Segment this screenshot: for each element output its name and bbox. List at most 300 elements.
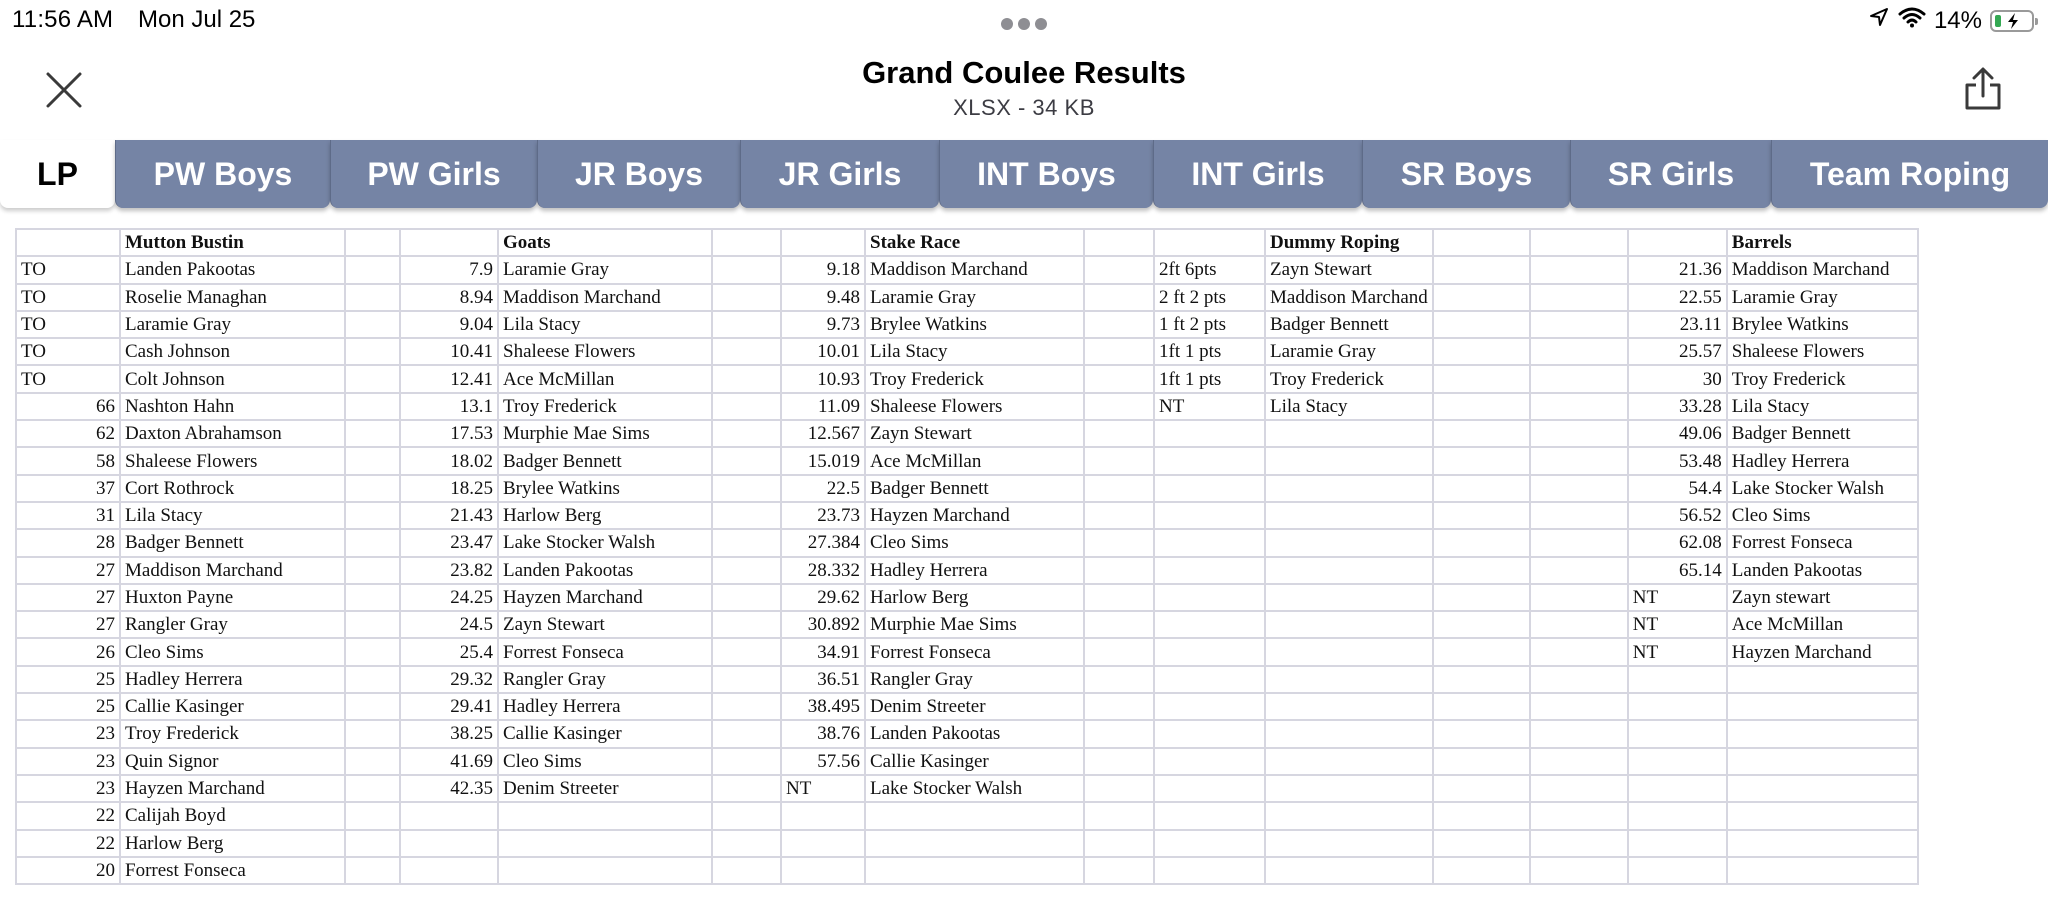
cell[interactable] [345,256,400,283]
cell[interactable] [498,857,712,884]
event-title-goats[interactable]: Goats [498,229,712,256]
result-cell[interactable]: 25 [16,666,120,693]
cell[interactable] [498,830,712,857]
cell[interactable] [1433,229,1530,256]
cell[interactable] [1628,693,1727,720]
contestant-name-cell[interactable]: Cleo Sims [120,638,345,665]
cell[interactable] [1084,475,1154,502]
contestant-name-cell[interactable]: Murphie Mae Sims [865,611,1084,638]
result-cell[interactable]: 11.09 [781,393,865,420]
result-cell[interactable]: 34.91 [781,638,865,665]
cell[interactable] [712,338,781,365]
contestant-name-cell[interactable]: Forrest Fonseca [498,638,712,665]
cell[interactable] [1530,748,1628,775]
result-cell[interactable]: 41.69 [400,748,498,775]
multitasking-dots-icon[interactable] [1001,18,1047,30]
result-cell[interactable]: NT [1628,638,1727,665]
contestant-name-cell[interactable]: Shaleese Flowers [1727,338,1918,365]
cell[interactable] [1433,584,1530,611]
result-cell[interactable]: TO [16,338,120,365]
cell[interactable] [712,802,781,829]
result-cell[interactable]: 53.48 [1628,447,1727,474]
cell[interactable] [345,365,400,392]
cell[interactable] [1628,830,1727,857]
contestant-name-cell[interactable]: Lake Stocker Walsh [498,529,712,556]
cell[interactable] [1265,557,1433,584]
contestant-name-cell[interactable]: Landen Pakootas [1727,557,1918,584]
result-cell[interactable]: 28.332 [781,557,865,584]
cell[interactable] [1530,557,1628,584]
cell[interactable] [1084,311,1154,338]
contestant-name-cell[interactable]: Lake Stocker Walsh [1727,475,1918,502]
cell[interactable] [345,775,400,802]
cell[interactable] [1265,420,1433,447]
cell[interactable] [345,311,400,338]
cell[interactable] [1530,830,1628,857]
cell[interactable] [1530,229,1628,256]
result-cell[interactable]: 1 ft 2 pts [1154,311,1265,338]
cell[interactable] [1154,775,1265,802]
cell[interactable] [1530,802,1628,829]
result-cell[interactable]: TO [16,311,120,338]
contestant-name-cell[interactable]: Ace McMillan [498,365,712,392]
contestant-name-cell[interactable]: Hadley Herrera [1727,447,1918,474]
contestant-name-cell[interactable]: Ace McMillan [865,447,1084,474]
contestant-name-cell[interactable]: Maddison Marchand [865,256,1084,283]
result-cell[interactable]: 23 [16,775,120,802]
cell[interactable] [400,229,498,256]
cell[interactable] [1265,447,1433,474]
cell[interactable] [345,802,400,829]
contestant-name-cell[interactable]: Zayn Stewart [1265,256,1433,283]
result-cell[interactable]: 36.51 [781,666,865,693]
result-cell[interactable]: 25.57 [1628,338,1727,365]
contestant-name-cell[interactable]: Landen Pakootas [498,557,712,584]
result-cell[interactable]: 24.25 [400,584,498,611]
cell[interactable] [345,475,400,502]
cell[interactable] [712,529,781,556]
result-cell[interactable]: TO [16,256,120,283]
cell[interactable] [1265,693,1433,720]
cell[interactable] [345,502,400,529]
cell[interactable] [345,748,400,775]
contestant-name-cell[interactable]: Laramie Gray [1727,284,1918,311]
cell[interactable] [1530,284,1628,311]
result-cell[interactable]: 58 [16,447,120,474]
result-cell[interactable]: 27.384 [781,529,865,556]
cell[interactable] [1433,529,1530,556]
contestant-name-cell[interactable]: Badger Bennett [1727,420,1918,447]
cell[interactable] [712,830,781,857]
cell[interactable] [1084,720,1154,747]
cell[interactable] [712,475,781,502]
contestant-name-cell[interactable]: Shaleese Flowers [498,338,712,365]
cell[interactable] [712,557,781,584]
result-cell[interactable]: NT [1628,611,1727,638]
cell[interactable] [1727,720,1918,747]
result-cell[interactable]: 57.56 [781,748,865,775]
contestant-name-cell[interactable]: Lila Stacy [120,502,345,529]
cell[interactable] [1265,775,1433,802]
cell[interactable] [1154,502,1265,529]
result-cell[interactable]: 56.52 [1628,502,1727,529]
cell[interactable] [712,365,781,392]
result-cell[interactable]: 21.43 [400,502,498,529]
result-cell[interactable]: 31 [16,502,120,529]
contestant-name-cell[interactable]: Hayzen Marchand [1727,638,1918,665]
cell[interactable] [1154,720,1265,747]
cell[interactable] [712,611,781,638]
result-cell[interactable]: 8.94 [400,284,498,311]
result-cell[interactable]: 24.5 [400,611,498,638]
contestant-name-cell[interactable]: Brylee Watkins [498,475,712,502]
cell[interactable] [1433,284,1530,311]
contestant-name-cell[interactable]: Cort Rothrock [120,475,345,502]
cell[interactable] [345,393,400,420]
cell[interactable] [1530,475,1628,502]
result-cell[interactable]: 15.019 [781,447,865,474]
event-title-barrels[interactable]: Barrels [1727,229,1918,256]
contestant-name-cell[interactable]: Badger Bennett [865,475,1084,502]
cell[interactable] [345,611,400,638]
contestant-name-cell[interactable]: Murphie Mae Sims [498,420,712,447]
cell[interactable] [1084,447,1154,474]
contestant-name-cell[interactable]: Troy Frederick [1727,365,1918,392]
cell[interactable] [1433,830,1530,857]
cell[interactable] [865,802,1084,829]
contestant-name-cell[interactable]: Zayn Stewart [865,420,1084,447]
cell[interactable] [400,802,498,829]
result-cell[interactable]: 30.892 [781,611,865,638]
contestant-name-cell[interactable]: Lila Stacy [498,311,712,338]
cell[interactable] [1084,256,1154,283]
cell[interactable] [1530,857,1628,884]
cell[interactable] [1433,775,1530,802]
cell[interactable] [1530,638,1628,665]
cell[interactable] [1154,557,1265,584]
result-cell[interactable]: 25 [16,693,120,720]
cell[interactable] [1628,775,1727,802]
contestant-name-cell[interactable]: Denim Streeter [498,775,712,802]
cell[interactable] [345,584,400,611]
cell[interactable] [1154,420,1265,447]
cell[interactable] [1530,393,1628,420]
cell[interactable] [1530,420,1628,447]
cell[interactable] [1530,311,1628,338]
result-cell[interactable]: 27 [16,557,120,584]
cell[interactable] [1265,830,1433,857]
contestant-name-cell[interactable]: Harlow Berg [498,502,712,529]
tab-jr-boys[interactable] [537,140,740,208]
cell[interactable] [498,802,712,829]
cell[interactable] [1265,802,1433,829]
contestant-name-cell[interactable]: Troy Frederick [120,720,345,747]
contestant-name-cell[interactable]: Colt Johnson [120,365,345,392]
result-cell[interactable]: NT [781,775,865,802]
cell[interactable] [1154,584,1265,611]
contestant-name-cell[interactable]: Hadley Herrera [865,557,1084,584]
cell[interactable] [1433,611,1530,638]
contestant-name-cell[interactable]: Badger Bennett [1265,311,1433,338]
result-cell[interactable]: 13.1 [400,393,498,420]
cell[interactable] [1530,720,1628,747]
cell[interactable] [1154,447,1265,474]
cell[interactable] [1084,775,1154,802]
contestant-name-cell[interactable]: Roselie Managhan [120,284,345,311]
result-cell[interactable]: 30 [1628,365,1727,392]
cell[interactable] [1084,365,1154,392]
result-cell[interactable]: 22.55 [1628,284,1727,311]
contestant-name-cell[interactable]: Zayn Stewart [498,611,712,638]
contestant-name-cell[interactable]: Rangler Gray [120,611,345,638]
cell[interactable] [345,857,400,884]
tab-pw-girls[interactable] [330,140,537,208]
cell[interactable] [712,748,781,775]
result-cell[interactable]: 23 [16,748,120,775]
cell[interactable] [1433,338,1530,365]
cell[interactable] [712,311,781,338]
contestant-name-cell[interactable]: Landen Pakootas [120,256,345,283]
cell[interactable] [1154,611,1265,638]
result-cell[interactable]: 26 [16,638,120,665]
cell[interactable] [345,666,400,693]
tab-sr-girls[interactable] [1570,140,1771,208]
result-cell[interactable]: 20 [16,857,120,884]
event-title-stake-race[interactable]: Stake Race [865,229,1084,256]
cell[interactable] [1154,638,1265,665]
cell[interactable] [1727,693,1918,720]
contestant-name-cell[interactable]: Hayzen Marchand [865,502,1084,529]
cell[interactable] [1530,775,1628,802]
result-cell[interactable]: 23.47 [400,529,498,556]
result-cell[interactable]: 23 [16,720,120,747]
result-cell[interactable]: 23.73 [781,502,865,529]
contestant-name-cell[interactable]: Forrest Fonseca [1727,529,1918,556]
cell[interactable] [712,666,781,693]
cell[interactable] [1433,802,1530,829]
cell[interactable] [1154,857,1265,884]
cell[interactable] [1084,748,1154,775]
cell[interactable] [1530,365,1628,392]
cell[interactable] [712,720,781,747]
result-cell[interactable]: 38.76 [781,720,865,747]
result-cell[interactable]: NT [1628,584,1727,611]
result-cell[interactable]: 10.41 [400,338,498,365]
cell[interactable] [1154,666,1265,693]
cell[interactable] [712,256,781,283]
contestant-name-cell[interactable]: Troy Frederick [1265,365,1433,392]
result-cell[interactable]: TO [16,365,120,392]
cell[interactable] [1154,693,1265,720]
cell[interactable] [1530,338,1628,365]
cell[interactable] [1154,748,1265,775]
contestant-name-cell[interactable]: Laramie Gray [120,311,345,338]
result-cell[interactable]: 10.01 [781,338,865,365]
cell[interactable] [1265,748,1433,775]
cell[interactable] [781,830,865,857]
result-cell[interactable]: 33.28 [1628,393,1727,420]
contestant-name-cell[interactable]: Ace McMillan [1727,611,1918,638]
cell[interactable] [1084,693,1154,720]
contestant-name-cell[interactable]: Daxton Abrahamson [120,420,345,447]
contestant-name-cell[interactable]: Nashton Hahn [120,393,345,420]
cell[interactable] [865,857,1084,884]
contestant-name-cell[interactable]: Callie Kasinger [498,720,712,747]
cell[interactable] [1530,693,1628,720]
contestant-name-cell[interactable]: Maddison Marchand [1727,256,1918,283]
cell[interactable] [1628,720,1727,747]
cell[interactable] [1084,584,1154,611]
result-cell[interactable]: 65.14 [1628,557,1727,584]
result-cell[interactable]: NT [1154,393,1265,420]
contestant-name-cell[interactable]: Lila Stacy [865,338,1084,365]
cell[interactable] [1433,666,1530,693]
result-cell[interactable]: 9.18 [781,256,865,283]
cell[interactable] [1265,475,1433,502]
cell[interactable] [1628,229,1727,256]
contestant-name-cell[interactable]: Badger Bennett [498,447,712,474]
cell[interactable] [1154,830,1265,857]
cell[interactable] [1433,256,1530,283]
cell[interactable] [1727,857,1918,884]
contestant-name-cell[interactable]: Brylee Watkins [865,311,1084,338]
contestant-name-cell[interactable]: Troy Frederick [865,365,1084,392]
result-cell[interactable]: 2ft 6pts [1154,256,1265,283]
cell[interactable] [1265,584,1433,611]
contestant-name-cell[interactable]: Maddison Marchand [498,284,712,311]
cell[interactable] [1084,502,1154,529]
cell[interactable] [712,584,781,611]
cell[interactable] [1628,666,1727,693]
cell[interactable] [712,857,781,884]
contestant-name-cell[interactable]: Maddison Marchand [120,557,345,584]
cell[interactable] [1433,857,1530,884]
cell[interactable] [345,557,400,584]
cell[interactable] [1265,857,1433,884]
contestant-name-cell[interactable]: Rangler Gray [498,666,712,693]
contestant-name-cell[interactable]: Forrest Fonseca [120,857,345,884]
cell[interactable] [400,857,498,884]
cell[interactable] [1628,857,1727,884]
result-cell[interactable]: 23.82 [400,557,498,584]
contestant-name-cell[interactable]: Shaleese Flowers [865,393,1084,420]
result-cell[interactable]: 2 ft 2 pts [1154,284,1265,311]
cell[interactable] [345,830,400,857]
result-cell[interactable]: 29.41 [400,693,498,720]
contestant-name-cell[interactable]: Landen Pakootas [865,720,1084,747]
cell[interactable] [1530,666,1628,693]
cell[interactable] [1265,529,1433,556]
cell[interactable] [16,229,120,256]
contestant-name-cell[interactable]: Hadley Herrera [120,666,345,693]
event-title-mutton-bustin[interactable]: Mutton Bustin [120,229,345,256]
cell[interactable] [345,693,400,720]
contestant-name-cell[interactable]: Harlow Berg [120,830,345,857]
cell[interactable] [1433,475,1530,502]
contestant-name-cell[interactable]: Cleo Sims [498,748,712,775]
contestant-name-cell[interactable]: Forrest Fonseca [865,638,1084,665]
result-cell[interactable]: 7.9 [400,256,498,283]
cell[interactable] [1727,830,1918,857]
result-cell[interactable]: 18.02 [400,447,498,474]
cell[interactable] [1084,284,1154,311]
contestant-name-cell[interactable]: Quin Signor [120,748,345,775]
cell[interactable] [1433,311,1530,338]
result-cell[interactable]: 25.4 [400,638,498,665]
cell[interactable] [345,720,400,747]
contestant-name-cell[interactable]: Cleo Sims [865,529,1084,556]
result-cell[interactable]: 1ft 1 pts [1154,365,1265,392]
cell[interactable] [1084,338,1154,365]
cell[interactable] [1265,502,1433,529]
contestant-name-cell[interactable]: Denim Streeter [865,693,1084,720]
result-cell[interactable]: 38.25 [400,720,498,747]
cell[interactable] [400,830,498,857]
result-cell[interactable]: 22 [16,802,120,829]
contestant-name-cell[interactable]: Lila Stacy [1727,393,1918,420]
cell[interactable] [712,447,781,474]
cell[interactable] [1433,447,1530,474]
contestant-name-cell[interactable]: Cleo Sims [1727,502,1918,529]
cell[interactable] [712,638,781,665]
contestant-name-cell[interactable]: Callie Kasinger [120,693,345,720]
contestant-name-cell[interactable]: Brylee Watkins [1727,311,1918,338]
cell[interactable] [1530,584,1628,611]
tab-pw-boys[interactable] [115,140,330,208]
cell[interactable] [1084,393,1154,420]
result-cell[interactable]: 12.41 [400,365,498,392]
cell[interactable] [1530,611,1628,638]
cell[interactable] [1727,748,1918,775]
cell[interactable] [1433,693,1530,720]
cell[interactable] [1154,475,1265,502]
cell[interactable] [345,338,400,365]
cell[interactable] [865,830,1084,857]
cell[interactable] [1084,557,1154,584]
tab-sr-boys[interactable] [1362,140,1570,208]
cell[interactable] [1727,775,1918,802]
result-cell[interactable]: 62 [16,420,120,447]
contestant-name-cell[interactable]: Hayzen Marchand [120,775,345,802]
cell[interactable] [1530,502,1628,529]
tab-lp[interactable] [0,140,115,208]
cell[interactable] [1084,229,1154,256]
cell[interactable] [1433,638,1530,665]
contestant-name-cell[interactable]: Zayn stewart [1727,584,1918,611]
result-cell[interactable]: 29.32 [400,666,498,693]
event-title-dummy-roping[interactable]: Dummy Roping [1265,229,1433,256]
contestant-name-cell[interactable]: Rangler Gray [865,666,1084,693]
result-cell[interactable]: 1ft 1 pts [1154,338,1265,365]
cell[interactable] [1265,611,1433,638]
cell[interactable] [712,229,781,256]
cell[interactable] [1530,529,1628,556]
contestant-name-cell[interactable]: Laramie Gray [1265,338,1433,365]
cell[interactable] [712,420,781,447]
cell[interactable] [781,229,865,256]
cell[interactable] [1433,502,1530,529]
result-cell[interactable]: 38.495 [781,693,865,720]
contestant-name-cell[interactable]: Hadley Herrera [498,693,712,720]
result-cell[interactable]: 9.04 [400,311,498,338]
cell[interactable] [1084,611,1154,638]
cell[interactable] [712,693,781,720]
cell[interactable] [1530,256,1628,283]
cell[interactable] [1154,229,1265,256]
cell[interactable] [1154,802,1265,829]
result-cell[interactable]: 9.73 [781,311,865,338]
cell[interactable] [1727,802,1918,829]
